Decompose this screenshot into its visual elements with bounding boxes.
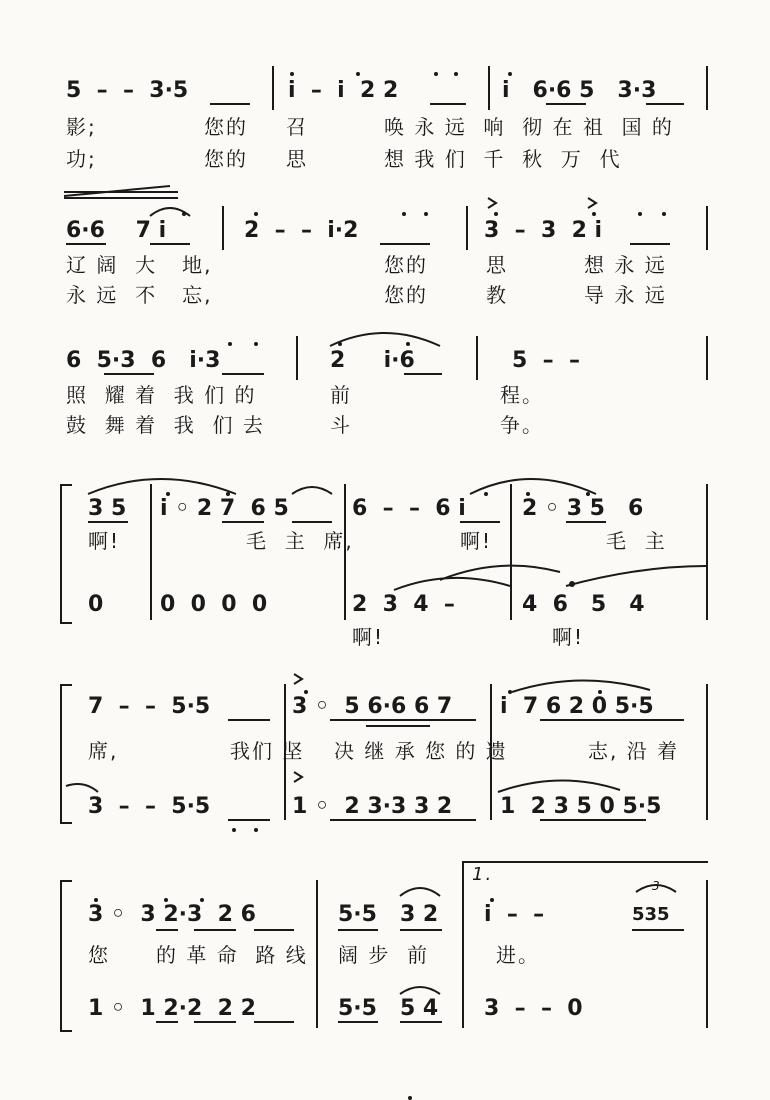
row4-lower-m4: 4 6 5 4 <box>522 592 645 617</box>
row2-measure2-notes: 2 – – i·2 <box>244 218 359 243</box>
row6-upper-lyric-a: 您 <box>88 943 110 967</box>
row3-lyric2-c: 争。 <box>500 413 544 437</box>
row1-lyric2-a: 功; <box>66 147 97 171</box>
row4-lower-lyric-b: 啊! <box>552 625 585 649</box>
row2-lyric1-a: 辽 阔 大 地, <box>66 253 213 277</box>
row2-lyric2-b: 您的 <box>384 283 428 307</box>
row5-upper-m1: 7 – – 5·5 <box>88 694 211 719</box>
row5-lower-m1: 3 – – 5·5 <box>88 794 211 819</box>
row4-lower-m2: 0 0 0 0 <box>160 592 268 617</box>
row2-lyric2-c: 教 <box>486 283 508 307</box>
row1-lyric2-d: 想 我 们 千 秋 万 代 <box>384 147 622 171</box>
row4-upper-m1: 3 5 <box>88 496 127 521</box>
row3-measure1-notes: 6 5·3 6 i·3 <box>66 348 221 373</box>
row4-lower-m3: 2 3 4 – <box>352 592 455 617</box>
row5-upper-lyric-b: 我们 坚 <box>230 739 305 763</box>
row5-upper-lyric-c: 决 继 承 您 的 遗 <box>334 739 508 763</box>
row6-upper-lyric-b: 的 革 命 路 线 <box>156 943 308 967</box>
row6-lower-m2: 5·5 5 4 <box>338 996 439 1021</box>
row4-upper-lyric-a: 啊! <box>88 529 121 553</box>
row4-upper-m4: 2 ◦ 3 5 6 <box>522 496 644 521</box>
row1-lyric1-a: 影; <box>66 115 97 139</box>
row1-lyric2-c: 思 <box>286 147 308 171</box>
row6-upper-m3-tuplet: 535 <box>632 904 670 925</box>
row2-lyric2-d: 导 永 远 <box>584 283 667 307</box>
row6-lower-m1: 1 ◦ 1 2·2 2 2 <box>88 996 256 1021</box>
row3-lyric1-c: 程。 <box>500 383 544 407</box>
row3-measure2-notes: 2 i·6 <box>330 348 415 373</box>
row4-upper-m3: 6 – – 6 i <box>352 496 466 521</box>
row5-lower-m3: 1 2 3 5 0 5·5 <box>500 794 662 819</box>
volta-number: 1. <box>472 864 494 885</box>
row3-lyric1-b: 前 <box>330 383 352 407</box>
row5-upper-m2: 3 ◦ 5 6·6 6 7 <box>292 694 453 719</box>
row3-measure3-notes: 5 – – <box>512 348 580 373</box>
row1-lyric1-d: 唤 永 远 响 彻 在 祖 国 的 <box>384 115 674 139</box>
row1-lyric1-b: 您的 <box>204 115 248 139</box>
svg-text:3: 3 <box>652 879 660 893</box>
row1-measure2-notes: i – i 2 2 <box>288 78 399 103</box>
row3-lyric1-a: 照 耀 着 我 们 的 <box>66 383 257 407</box>
row6-upper-m3: i – – <box>484 902 545 927</box>
row5-lower-m2: 1 ◦ 2 3·3 3 2 <box>292 794 453 819</box>
row1-lyric2-b: 您的 <box>204 147 248 171</box>
row2-lyric1-b: 您的 <box>384 253 428 277</box>
row4-lower-lyric-a: 啊! <box>352 625 385 649</box>
row6-upper-lyric-d: 进。 <box>496 943 540 967</box>
row6-upper-m2: 5·5 3 2 <box>338 902 439 927</box>
row6-upper-lyric-c: 阔 步 前 <box>338 943 430 967</box>
row2-lyric2-a: 永 远 不 忘, <box>66 283 213 307</box>
row5-upper-m3: i 7 6 2 0 5·5 <box>500 694 654 719</box>
row1-measure3-notes: i 6·6 5 3·3 <box>502 78 657 103</box>
row4-lower-m1: 0 <box>88 592 104 617</box>
row4-upper-lyric-d: 毛 主 <box>606 529 667 553</box>
row6-lower-m3: 3 – – 0 <box>484 996 583 1021</box>
row1-measure1-notes: 5 – – 3·5 <box>66 78 189 103</box>
row4-upper-lyric-b: 毛 主 席, <box>246 529 354 553</box>
row4-upper-lyric-c: 啊! <box>460 529 493 553</box>
row2-measure1-notes: 6·6 7 i <box>66 218 167 243</box>
row5-upper-lyric-d: 志, 沿 着 <box>588 739 680 763</box>
row2-measure3-notes: 3 – 3 2 i <box>484 218 603 243</box>
row5-upper-lyric-a: 席, <box>88 739 119 763</box>
row2-lyric1-c: 思 <box>486 253 508 277</box>
row3-lyric2-b: 斗 <box>330 413 352 437</box>
row6-upper-m1: 3 ◦ 3 2·3 2 6 <box>88 902 256 927</box>
row1-lyric1-c: 召 <box>286 115 308 139</box>
row3-lyric2-a: 鼓 舞 着 我 们 去 <box>66 413 265 437</box>
row2-lyric1-d: 想 永 远 <box>584 253 667 277</box>
row4-upper-m2: i ◦ 2 7 6 5 <box>160 496 289 521</box>
